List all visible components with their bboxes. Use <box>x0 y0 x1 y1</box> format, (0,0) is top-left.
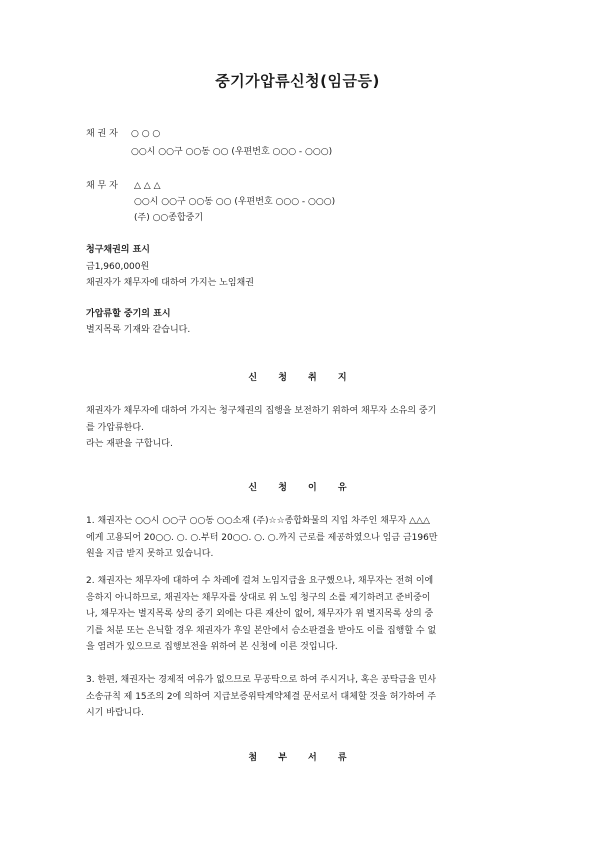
debtor-name: △ △ △ <box>134 181 161 191</box>
purpose-line: 를 가압류한다. <box>86 422 144 433</box>
purpose-paragraph <box>86 403 512 453</box>
seizure-description: 별지목록 기재와 같습니다. <box>86 325 191 335</box>
debtor-address: ○○시 ○○구 ○○동 ○○ (우편번호 ○○○ - ○○○) <box>134 197 336 207</box>
claim-amount: 금1,960,000원 <box>86 262 150 272</box>
reason-line: 소송규칙 제 15조의 2에 의하여 지급보증위탁계약체결 문서로서 대체할 것을 허가하여 주 <box>86 691 437 702</box>
reason-line: 1. 채권자는 ○○시 ○○구 ○○동 ○○소재 (주)☆☆종합화물의 지입 차주인 채무자 △△△ <box>86 516 430 526</box>
reason-line: 에게 고용되어 20○○. ○. ○.부터 20○○. ○. ○.까지 근로를 제공하였으나 임금 금196만 <box>86 532 438 543</box>
reason-paragraph-3 <box>86 672 512 722</box>
purpose-heading: 신 청 취 지 <box>248 373 347 383</box>
attachments-heading: 첨 부 서 류 <box>248 753 347 763</box>
reason-line: 3. 한편, 채권자는 경제적 여유가 없으므로 무공탁으로 하여 주시거나, 혹은 공탁금을 민사 <box>86 675 437 685</box>
document-title: 중기가압류신청(임금등) <box>215 72 380 90</box>
reason-line: 원을 지급 받지 못하고 있습니다. <box>86 549 214 559</box>
reason-paragraph-1 <box>86 513 512 563</box>
reason-heading: 신 청 이 유 <box>248 483 347 493</box>
reason-line: 나, 채무자는 별지목록 상의 중기 외에는 다른 재산이 없어, 채무자가 위 별지목록 상의 중 <box>86 609 434 619</box>
creditor-name: ○ ○ ○ <box>131 129 161 139</box>
purpose-line: 라는 재판을 구합니다. <box>86 439 173 449</box>
claim-heading: 청구채권의 표시 <box>86 245 150 255</box>
purpose-line: 채권자가 채무자에 대하여 가지는 청구채권의 집행을 보전하기 위하여 채무자 소유의 중기 <box>86 406 437 416</box>
reason-paragraph-2 <box>86 573 512 656</box>
reason-line: 2. 채권자는 채무자에 대하여 수 차례에 걸쳐 노임지급을 요구했으나, 채무자는 전혀 이에 <box>86 576 434 586</box>
claim-description: 채권자가 채무자에 대하여 가지는 노임채권 <box>86 278 254 288</box>
reason-line: 기를 처분 또는 은닉할 경우 채권자가 후일 본안에서 승소판결을 받아도 이를 집행할 수 없 <box>86 625 437 636</box>
reason-line: 시기 바랍니다. <box>86 708 144 718</box>
creditor-address: ○○시 ○○구 ○○동 ○○ (우편번호 ○○○ - ○○○) <box>131 147 333 157</box>
reason-line: 응하지 아니하므로, 채권자는 채무자를 상대로 위 노임 청구의 소를 제기하려고 준비중이 <box>86 592 431 603</box>
creditor-label: 채 권 자 <box>86 129 118 139</box>
reason-line: 을 염려가 있으므로 집행보전을 위하여 본 신청에 이른 것입니다. <box>86 642 338 652</box>
debtor-label: 채 무 자 <box>86 181 118 191</box>
debtor-company: (주) ○○종합중기 <box>134 213 204 223</box>
seizure-heading: 가압류할 중기의 표시 <box>86 309 171 319</box>
